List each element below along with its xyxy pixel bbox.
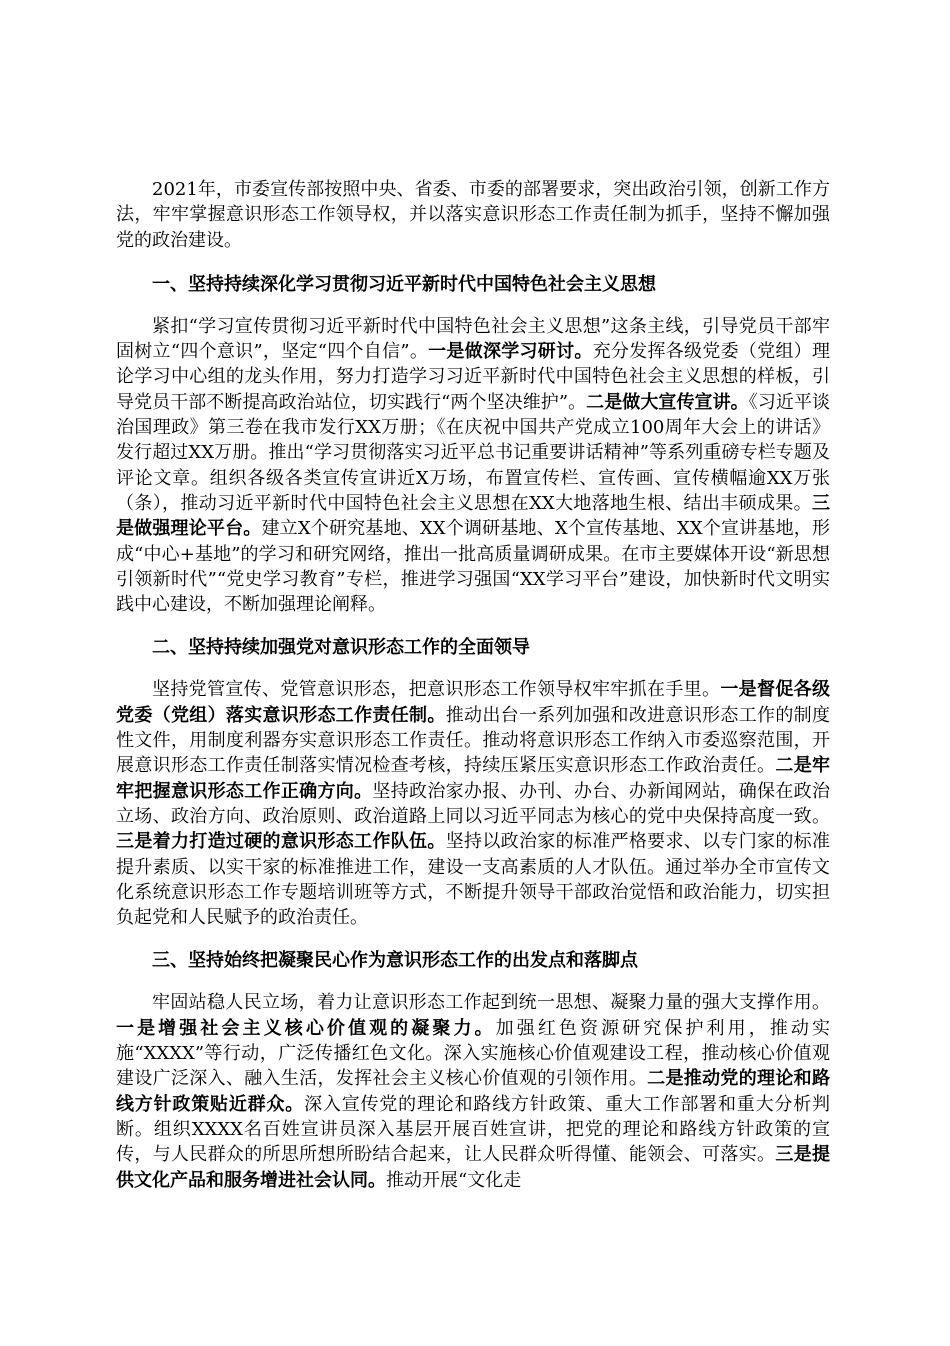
section-2-point-1: 一是督促各级党委（党组）落实意识形态工作责任制。	[116, 679, 831, 726]
section-2-text-1: 坚持党管宣传、党管意识形态，把意识形态工作领导权牢牢抓在手里。	[152, 679, 721, 701]
section-2-text-4: 坚持以政治家的标准严格要求、以专门家的标准提升素质、以实干家的标准推进工作，建设一支高素质的人才队伍。通过举办全市宣传文化系统意识形态工作专题培训班等方式，不断提升领导干部政治觉悟和政治能力，切实担负起党和人民赋予的政治责任。	[116, 831, 831, 929]
section-1-paragraph	[116, 314, 830, 618]
section-2-point-3: 三是着力打造过硬的意识形态工作队伍。	[116, 831, 446, 853]
section-3-text-1: 牢固站稳人民立场，着力让意识形态工作起到统一思想、凝聚力量的强大支撑作用。	[152, 992, 830, 1014]
document-body	[116, 177, 830, 1193]
section-3-point-1: 一是增强社会主义核心价值观的凝聚力。	[116, 1017, 496, 1039]
section-1-text-1: 紧扣“学习宣传贯彻习近平新时代中国特色社会主义思想”这条主线，引导党员干部牢固树立“四个意识”，坚定“四个自信”。	[116, 315, 830, 363]
intro-paragraph: 2021年，市委宣传部按照中央、省委、市委的部署要求，突出政治引领，创新工作方法，牢牢掌握意识形态工作领导权，并以落实意识形态工作责任制为抓手，坚持不懈加强党的政治建设。	[116, 179, 830, 251]
section-1-text-3: 《习近平谈治国理政》第三卷在我市发行XX万册；《在庆祝中国共产党成立100周年大会上的讲话》发行超过XX万册。推出“学习贯彻落实习近平总书记重要讲话精神”等系列重磅专栏专题及评论文章。组织各级各类宣传宣讲近X万场，布置宣传栏、宣传画、宣传横幅逾XX万张（条），推动习近平新时代中国特色社会主义思想在XX大地落地生根、结出丰硕成果。	[116, 391, 831, 514]
section-3-point-3: 三是提供文化产品和服务增进社会认同。	[116, 1144, 831, 1191]
section-1-point-3: 三是做强理论平台。	[116, 492, 830, 540]
section-1-point-2: 二是做大宣传宣讲。	[586, 391, 749, 413]
section-1-text-2: 充分发挥各级党委（党组）理论学习中心组的龙头作用，努力打造学习习近平新时代中国特色社会主义思想的样板，引导党员干部不断提高政治站位，切实践行“两个坚决维护”。	[116, 341, 831, 413]
section-2-paragraph	[116, 677, 830, 930]
section-2-heading: 二、坚持持续加强党对意识形态工作的全面领导	[152, 637, 530, 659]
section-2-text-2: 推动出台一系列加强和改进意识形态工作的制度性文件，用制度利器夯实意识形态工作责任。推动将意识形态工作纳入市委巡察范围，开展意识形态工作责任制落实情况检查考核，持续压紧压实意识形态工作政治责任。	[116, 704, 831, 777]
section-2-text-3: 坚持政治家办报、办刊、办台、办新闻网站，确保在政治立场、政治方向、政治原则、政治道路上同以习近平同志为核心的党中央保持高度一致。	[116, 780, 830, 827]
section-3-text-4: 推动开展“文化走	[386, 1169, 522, 1191]
section-3-text-2: 加强红色资源研究保护利用，推动实施“XXXX”等行动，广泛传播红色文化。深入实施核心价值观建设工程，推动核心价值观建设广泛深入、融入生活，发挥社会主义核心价值观的引领作用。	[116, 1017, 831, 1090]
section-3-heading: 三、坚持始终把凝聚民心作为意识形态工作的出发点和落脚点	[152, 950, 638, 972]
section-1-point-1: 一是做深学习研讨。	[428, 341, 593, 363]
section-1-text-4: 建立X个研究基地、XX个调研基地、X个宣传基地、XX个宣讲基地，形成“中心+基地”的学习和研究网络，推出一批高质量调研成果。在市主要媒体开设“新思想引领新时代”“党史学习教育”专栏，推进学习强国“XX学习平台”建设，加快新时代文明实践中心建设，不断加强理论阐释。	[116, 518, 830, 616]
section-3-text-3: 深入宣传党的理论和路线方针政策、重大工作部署和重大分析判断。组织XXXX名百姓宣讲员深入基层开展百姓宣讲，把党的理论和路线方针政策的宣传，与人民群众的所思所想所盼结合起来，让人民群众听得懂、能领会、可落实。	[116, 1093, 830, 1166]
section-2-point-2: 二是牢牢把握意识形态工作正确方向。	[116, 755, 831, 802]
section-1-heading: 一、坚持持续深化学习贯彻习近平新时代中国特色社会主义思想	[152, 273, 656, 295]
section-3-point-2: 二是推动党的理论和路线方针政策贴近群众。	[116, 1068, 830, 1115]
section-3-paragraph	[116, 990, 830, 1192]
